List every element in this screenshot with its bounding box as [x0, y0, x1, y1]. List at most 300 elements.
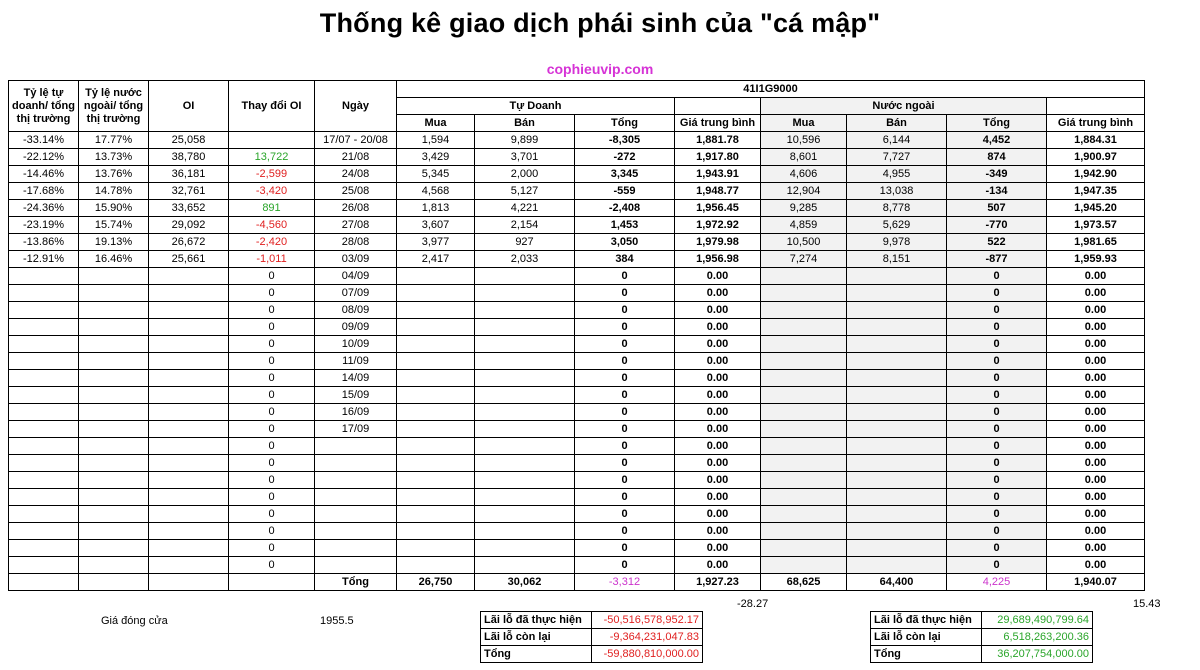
- cell-nn-gtb: 0.00: [1047, 472, 1145, 489]
- table-row: [9, 523, 1145, 540]
- cell-td-mua: [397, 557, 475, 574]
- cell-ty-le-tu-doanh: [9, 472, 79, 489]
- cell-nn-mua: [761, 421, 847, 438]
- cell-ngay: 14/09: [315, 370, 397, 387]
- cell-td-gtb: 0.00: [675, 319, 761, 336]
- total-nn-mua: 68,625: [761, 574, 847, 591]
- cell-nn-tong: 0: [947, 404, 1047, 421]
- cell-td-tong: 0: [575, 540, 675, 557]
- cell-nn-gtb: 1,981.65: [1047, 234, 1145, 251]
- pl-row: [871, 612, 1093, 629]
- site-link[interactable]: cophieuvip.com: [546, 61, 654, 77]
- cell-ty-le-nuoc-ngoai: [79, 404, 149, 421]
- cell-nn-gtb: 0.00: [1047, 336, 1145, 353]
- cell-ngay: 17/07 - 20/08: [315, 132, 397, 149]
- header-ty-le-nuoc-ngoai: Tỷ lệ nước ngoài/ tổng thị trường: [79, 81, 149, 132]
- cell-td-gtb: 1,881.78: [675, 132, 761, 149]
- cell-ngay: [315, 455, 397, 472]
- cell-ty-le-tu-doanh: -24.36%: [9, 200, 79, 217]
- cell-nn-mua: [761, 336, 847, 353]
- cell-oi: 26,672: [149, 234, 229, 251]
- cell-td-gtb: 1,917.80: [675, 149, 761, 166]
- cell-nn-tong: 522: [947, 234, 1047, 251]
- cell-oi: [149, 489, 229, 506]
- cell-ty-le-tu-doanh: [9, 319, 79, 336]
- cell-nn-tong: 0: [947, 319, 1047, 336]
- cell-td-mua: 3,977: [397, 234, 475, 251]
- cell-nn-mua: [761, 455, 847, 472]
- cell-nn-ban: [847, 455, 947, 472]
- cell-nn-mua: 10,596: [761, 132, 847, 149]
- cell-thay-doi-oi: 0: [229, 438, 315, 455]
- cell-td-mua: [397, 353, 475, 370]
- cell-thay-doi-oi: 0: [229, 268, 315, 285]
- cell-td-ban: 9,899: [475, 132, 575, 149]
- total-empty: [9, 574, 79, 591]
- pl-value: 36,207,754,000.00: [982, 646, 1093, 663]
- cell-thay-doi-oi: 0: [229, 540, 315, 557]
- cell-ngay: 04/09: [315, 268, 397, 285]
- table-row: [9, 404, 1145, 421]
- cell-td-gtb: 0.00: [675, 421, 761, 438]
- cell-ty-le-nuoc-ngoai: [79, 540, 149, 557]
- table-row: [9, 183, 1145, 200]
- cell-oi: [149, 353, 229, 370]
- cell-nn-gtb: 0.00: [1047, 268, 1145, 285]
- cell-nn-mua: [761, 268, 847, 285]
- cell-nn-ban: [847, 387, 947, 404]
- cell-thay-doi-oi: [229, 132, 315, 149]
- cell-td-ban: [475, 336, 575, 353]
- cell-td-ban: [475, 438, 575, 455]
- cell-nn-gtb: 1,945.20: [1047, 200, 1145, 217]
- cell-ty-le-nuoc-ngoai: [79, 353, 149, 370]
- cell-nn-ban: [847, 540, 947, 557]
- cell-ty-le-tu-doanh: -22.12%: [9, 149, 79, 166]
- close-price-label: Giá đóng cửa: [101, 615, 168, 627]
- derivatives-table: [8, 80, 1145, 591]
- total-empty: [79, 574, 149, 591]
- cell-ty-le-tu-doanh: -12.91%: [9, 251, 79, 268]
- cell-ty-le-tu-doanh: -17.68%: [9, 183, 79, 200]
- cell-ty-le-nuoc-ngoai: [79, 506, 149, 523]
- cell-ngay: [315, 489, 397, 506]
- cell-td-gtb: 1,979.98: [675, 234, 761, 251]
- cell-thay-doi-oi: 0: [229, 421, 315, 438]
- cell-nn-gtb: 0.00: [1047, 506, 1145, 523]
- cell-ty-le-nuoc-ngoai: [79, 489, 149, 506]
- cell-td-tong: 3,050: [575, 234, 675, 251]
- header-nn-ban: Bán: [847, 115, 947, 132]
- cell-td-gtb: 0.00: [675, 472, 761, 489]
- table-row: [9, 319, 1145, 336]
- cell-td-mua: [397, 285, 475, 302]
- cell-td-mua: 2,417: [397, 251, 475, 268]
- cell-ngay: 08/09: [315, 302, 397, 319]
- cell-oi: 29,092: [149, 217, 229, 234]
- total-nn-ban: 64,400: [847, 574, 947, 591]
- header-ty-le-tu-doanh: Tỷ lệ tự doanh/ tổng thị trường: [9, 81, 79, 132]
- cell-oi: [149, 302, 229, 319]
- cell-ty-le-nuoc-ngoai: 14.78%: [79, 183, 149, 200]
- cell-td-mua: [397, 523, 475, 540]
- cell-thay-doi-oi: 0: [229, 404, 315, 421]
- cell-nn-mua: [761, 489, 847, 506]
- cell-oi: 32,761: [149, 183, 229, 200]
- cell-nn-ban: [847, 506, 947, 523]
- cell-nn-mua: 7,274: [761, 251, 847, 268]
- cell-ty-le-nuoc-ngoai: [79, 557, 149, 574]
- cell-td-mua: [397, 438, 475, 455]
- pl-tu-doanh-table: [480, 611, 703, 663]
- cell-td-mua: 5,345: [397, 166, 475, 183]
- cell-nn-mua: 8,601: [761, 149, 847, 166]
- cell-ty-le-nuoc-ngoai: 17.77%: [79, 132, 149, 149]
- cell-oi: [149, 540, 229, 557]
- cell-nn-tong: 0: [947, 353, 1047, 370]
- cell-td-gtb: 0.00: [675, 455, 761, 472]
- cell-td-tong: 0: [575, 302, 675, 319]
- page-title: Thống kê giao dịch phái sinh của "cá mập": [319, 8, 881, 38]
- table-body: [9, 81, 1145, 591]
- total-label: Tổng: [315, 574, 397, 591]
- cell-ty-le-tu-doanh: -14.46%: [9, 166, 79, 183]
- cell-ty-le-nuoc-ngoai: 15.74%: [79, 217, 149, 234]
- pl-nuoc-ngoai-table: [870, 611, 1093, 663]
- cell-nn-tong: 0: [947, 336, 1047, 353]
- cell-oi: [149, 404, 229, 421]
- cell-oi: [149, 285, 229, 302]
- total-td-tong: -3,312: [575, 574, 675, 591]
- cell-ngay: 03/09: [315, 251, 397, 268]
- cell-oi: [149, 319, 229, 336]
- cell-td-ban: [475, 489, 575, 506]
- cell-td-gtb: 0.00: [675, 387, 761, 404]
- cell-nn-gtb: 0.00: [1047, 404, 1145, 421]
- cell-nn-ban: 8,151: [847, 251, 947, 268]
- cell-ty-le-tu-doanh: [9, 370, 79, 387]
- cell-thay-doi-oi: -3,420: [229, 183, 315, 200]
- cell-thay-doi-oi: 0: [229, 489, 315, 506]
- cell-td-mua: [397, 336, 475, 353]
- cell-oi: [149, 387, 229, 404]
- cell-ty-le-tu-doanh: [9, 353, 79, 370]
- cell-td-ban: 927: [475, 234, 575, 251]
- cell-td-mua: [397, 421, 475, 438]
- total-empty: [229, 574, 315, 591]
- cell-nn-gtb: 1,942.90: [1047, 166, 1145, 183]
- cell-ty-le-nuoc-ngoai: [79, 438, 149, 455]
- cell-nn-tong: 0: [947, 438, 1047, 455]
- cell-ty-le-tu-doanh: [9, 557, 79, 574]
- table-row: [9, 149, 1145, 166]
- cell-ty-le-tu-doanh: -23.19%: [9, 217, 79, 234]
- cell-ty-le-tu-doanh: [9, 285, 79, 302]
- cell-ngay: [315, 438, 397, 455]
- cell-ty-le-tu-doanh: [9, 336, 79, 353]
- cell-ngay: 15/09: [315, 387, 397, 404]
- cell-nn-tong: 0: [947, 523, 1047, 540]
- cell-thay-doi-oi: 891: [229, 200, 315, 217]
- header-nn-blank: [1047, 98, 1145, 115]
- table-row: [9, 421, 1145, 438]
- cell-td-mua: 1,594: [397, 132, 475, 149]
- total-nn-gtb: 1,940.07: [1047, 574, 1145, 591]
- cell-td-ban: [475, 472, 575, 489]
- cell-nn-gtb: 1,900.97: [1047, 149, 1145, 166]
- cell-thay-doi-oi: -4,560: [229, 217, 315, 234]
- cell-nn-mua: [761, 387, 847, 404]
- cell-td-mua: [397, 489, 475, 506]
- table-row: [9, 200, 1145, 217]
- cell-td-ban: 2,154: [475, 217, 575, 234]
- total-td-mua: 26,750: [397, 574, 475, 591]
- pl-row: [481, 612, 703, 629]
- total-td-ban: 30,062: [475, 574, 575, 591]
- pl-label: Tổng: [871, 646, 982, 663]
- cell-ty-le-nuoc-ngoai: [79, 421, 149, 438]
- cell-nn-mua: [761, 523, 847, 540]
- cell-td-ban: [475, 404, 575, 421]
- header-td-ban: Bán: [475, 115, 575, 132]
- header-contract: 41I1G9000: [397, 81, 1145, 98]
- pl-label: Tổng: [481, 646, 592, 663]
- cell-ty-le-tu-doanh: [9, 404, 79, 421]
- cell-ty-le-nuoc-ngoai: 13.76%: [79, 166, 149, 183]
- cell-nn-gtb: 0.00: [1047, 540, 1145, 557]
- cell-nn-ban: [847, 302, 947, 319]
- cell-nn-ban: 5,629: [847, 217, 947, 234]
- cell-nn-mua: 9,285: [761, 200, 847, 217]
- header-nn-gtb: Giá trung bình: [1047, 115, 1145, 132]
- close-price-value: 1955.5: [320, 615, 354, 627]
- cell-thay-doi-oi: 0: [229, 285, 315, 302]
- cell-td-ban: [475, 506, 575, 523]
- cell-td-tong: 0: [575, 455, 675, 472]
- table-row: [9, 370, 1145, 387]
- cell-nn-tong: -349: [947, 166, 1047, 183]
- cell-nn-ban: [847, 557, 947, 574]
- cell-nn-ban: [847, 353, 947, 370]
- cell-ty-le-nuoc-ngoai: [79, 319, 149, 336]
- cell-nn-tong: -770: [947, 217, 1047, 234]
- cell-nn-mua: [761, 319, 847, 336]
- cell-td-mua: 3,607: [397, 217, 475, 234]
- header-row-1: [9, 81, 1145, 98]
- cell-nn-tong: 0: [947, 387, 1047, 404]
- total-row: [9, 574, 1145, 591]
- header-thay-doi-oi: Thay đổi OI: [229, 81, 315, 132]
- cell-nn-tong: -134: [947, 183, 1047, 200]
- cell-oi: 33,652: [149, 200, 229, 217]
- cell-nn-gtb: 0.00: [1047, 523, 1145, 540]
- pl-row: [871, 646, 1093, 663]
- cell-nn-mua: [761, 404, 847, 421]
- cell-oi: [149, 438, 229, 455]
- table-row: [9, 268, 1145, 285]
- cell-nn-gtb: 0.00: [1047, 489, 1145, 506]
- cell-thay-doi-oi: 0: [229, 387, 315, 404]
- cell-oi: [149, 268, 229, 285]
- cell-ty-le-nuoc-ngoai: 16.46%: [79, 251, 149, 268]
- cell-td-tong: 0: [575, 319, 675, 336]
- cell-nn-gtb: 0.00: [1047, 557, 1145, 574]
- cell-td-mua: [397, 387, 475, 404]
- cell-nn-mua: [761, 370, 847, 387]
- cell-thay-doi-oi: 0: [229, 370, 315, 387]
- cell-td-gtb: 0.00: [675, 523, 761, 540]
- cell-td-ban: [475, 557, 575, 574]
- table-row: [9, 472, 1145, 489]
- cell-thay-doi-oi: 0: [229, 506, 315, 523]
- table-row: [9, 353, 1145, 370]
- cell-oi: [149, 523, 229, 540]
- cell-nn-tong: 507: [947, 200, 1047, 217]
- cell-thay-doi-oi: 0: [229, 523, 315, 540]
- cell-thay-doi-oi: 0: [229, 353, 315, 370]
- cell-nn-tong: 0: [947, 472, 1047, 489]
- cell-oi: [149, 455, 229, 472]
- pl-value: -50,516,578,952.17: [592, 612, 703, 629]
- cell-td-ban: [475, 319, 575, 336]
- cell-ty-le-tu-doanh: [9, 438, 79, 455]
- cell-td-gtb: 0.00: [675, 302, 761, 319]
- cell-td-tong: 0: [575, 353, 675, 370]
- cell-nn-tong: 0: [947, 540, 1047, 557]
- cell-td-ban: [475, 421, 575, 438]
- cell-td-gtb: 0.00: [675, 353, 761, 370]
- cell-nn-ban: 13,038: [847, 183, 947, 200]
- cell-nn-mua: 4,606: [761, 166, 847, 183]
- cell-nn-mua: 4,859: [761, 217, 847, 234]
- cell-nn-mua: [761, 557, 847, 574]
- cell-nn-mua: 10,500: [761, 234, 847, 251]
- table-row: [9, 489, 1145, 506]
- cell-td-mua: 1,813: [397, 200, 475, 217]
- cell-oi: [149, 421, 229, 438]
- cell-ngay: 11/09: [315, 353, 397, 370]
- cell-oi: 25,058: [149, 132, 229, 149]
- cell-ty-le-nuoc-ngoai: [79, 387, 149, 404]
- cell-nn-mua: [761, 353, 847, 370]
- header-ngay: Ngày: [315, 81, 397, 132]
- pl-label: Lãi lỗ còn lại: [871, 629, 982, 646]
- cell-nn-mua: [761, 302, 847, 319]
- cell-ngay: [315, 506, 397, 523]
- cell-ty-le-nuoc-ngoai: [79, 370, 149, 387]
- cell-nn-ban: [847, 285, 947, 302]
- cell-ty-le-tu-doanh: -33.14%: [9, 132, 79, 149]
- cell-nn-gtb: 0.00: [1047, 285, 1145, 302]
- cell-nn-ban: 9,978: [847, 234, 947, 251]
- cell-thay-doi-oi: 0: [229, 472, 315, 489]
- cell-ty-le-nuoc-ngoai: [79, 285, 149, 302]
- cell-oi: 36,181: [149, 166, 229, 183]
- cell-td-tong: 384: [575, 251, 675, 268]
- cell-td-ban: [475, 353, 575, 370]
- cell-td-gtb: 1,943.91: [675, 166, 761, 183]
- cell-ty-le-nuoc-ngoai: 13.73%: [79, 149, 149, 166]
- pl-row: [481, 646, 703, 663]
- table-row: [9, 455, 1145, 472]
- cell-td-tong: 0: [575, 404, 675, 421]
- header-oi: OI: [149, 81, 229, 132]
- cell-thay-doi-oi: 13,722: [229, 149, 315, 166]
- table-row: [9, 217, 1145, 234]
- cell-nn-ban: [847, 421, 947, 438]
- header-td-gtb: Giá trung bình: [675, 115, 761, 132]
- table-row: [9, 285, 1145, 302]
- cell-td-mua: 4,568: [397, 183, 475, 200]
- cell-td-tong: 0: [575, 523, 675, 540]
- cell-ngay: 07/09: [315, 285, 397, 302]
- cell-ngay: 28/08: [315, 234, 397, 251]
- cell-ty-le-tu-doanh: [9, 489, 79, 506]
- cell-td-gtb: 1,972.92: [675, 217, 761, 234]
- cell-td-gtb: 1,948.77: [675, 183, 761, 200]
- cell-td-gtb: 1,956.45: [675, 200, 761, 217]
- cell-ty-le-tu-doanh: [9, 387, 79, 404]
- cell-thay-doi-oi: -2,599: [229, 166, 315, 183]
- cell-nn-ban: 7,727: [847, 149, 947, 166]
- cell-thay-doi-oi: 0: [229, 319, 315, 336]
- cell-td-tong: 3,345: [575, 166, 675, 183]
- cell-td-ban: [475, 268, 575, 285]
- cell-ty-le-nuoc-ngoai: [79, 268, 149, 285]
- total-nn-tong: 4,225: [947, 574, 1047, 591]
- header-td-tong: Tổng: [575, 115, 675, 132]
- cell-nn-ban: 4,955: [847, 166, 947, 183]
- cell-nn-tong: 0: [947, 557, 1047, 574]
- cell-ty-le-tu-doanh: [9, 268, 79, 285]
- cell-td-gtb: 0.00: [675, 404, 761, 421]
- table-row: [9, 166, 1145, 183]
- cell-nn-gtb: 0.00: [1047, 421, 1145, 438]
- cell-td-tong: 0: [575, 557, 675, 574]
- cell-ngay: 27/08: [315, 217, 397, 234]
- cell-nn-mua: [761, 438, 847, 455]
- cell-ty-le-tu-doanh: [9, 523, 79, 540]
- cell-td-tong: -559: [575, 183, 675, 200]
- cell-ngay: 21/08: [315, 149, 397, 166]
- cell-nn-gtb: 0.00: [1047, 302, 1145, 319]
- cell-td-ban: 4,221: [475, 200, 575, 217]
- header-td-blank: [675, 98, 761, 115]
- cell-nn-tong: 0: [947, 506, 1047, 523]
- cell-nn-gtb: 0.00: [1047, 319, 1145, 336]
- header-nn-mua: Mua: [761, 115, 847, 132]
- cell-nn-ban: [847, 489, 947, 506]
- cell-td-ban: [475, 387, 575, 404]
- table-row: [9, 336, 1145, 353]
- cell-td-tong: 0: [575, 336, 675, 353]
- cell-td-tong: -272: [575, 149, 675, 166]
- cell-ty-le-nuoc-ngoai: [79, 336, 149, 353]
- cell-ty-le-tu-doanh: [9, 302, 79, 319]
- cell-nn-tong: 0: [947, 268, 1047, 285]
- cell-td-ban: 3,701: [475, 149, 575, 166]
- cell-td-ban: [475, 523, 575, 540]
- cell-nn-ban: [847, 319, 947, 336]
- cell-td-gtb: 0.00: [675, 489, 761, 506]
- cell-td-ban: 2,000: [475, 166, 575, 183]
- cell-td-mua: [397, 540, 475, 557]
- cell-td-mua: [397, 370, 475, 387]
- cell-td-ban: [475, 370, 575, 387]
- cell-td-gtb: 0.00: [675, 285, 761, 302]
- cell-nn-gtb: 1,884.31: [1047, 132, 1145, 149]
- cell-nn-tong: 4,452: [947, 132, 1047, 149]
